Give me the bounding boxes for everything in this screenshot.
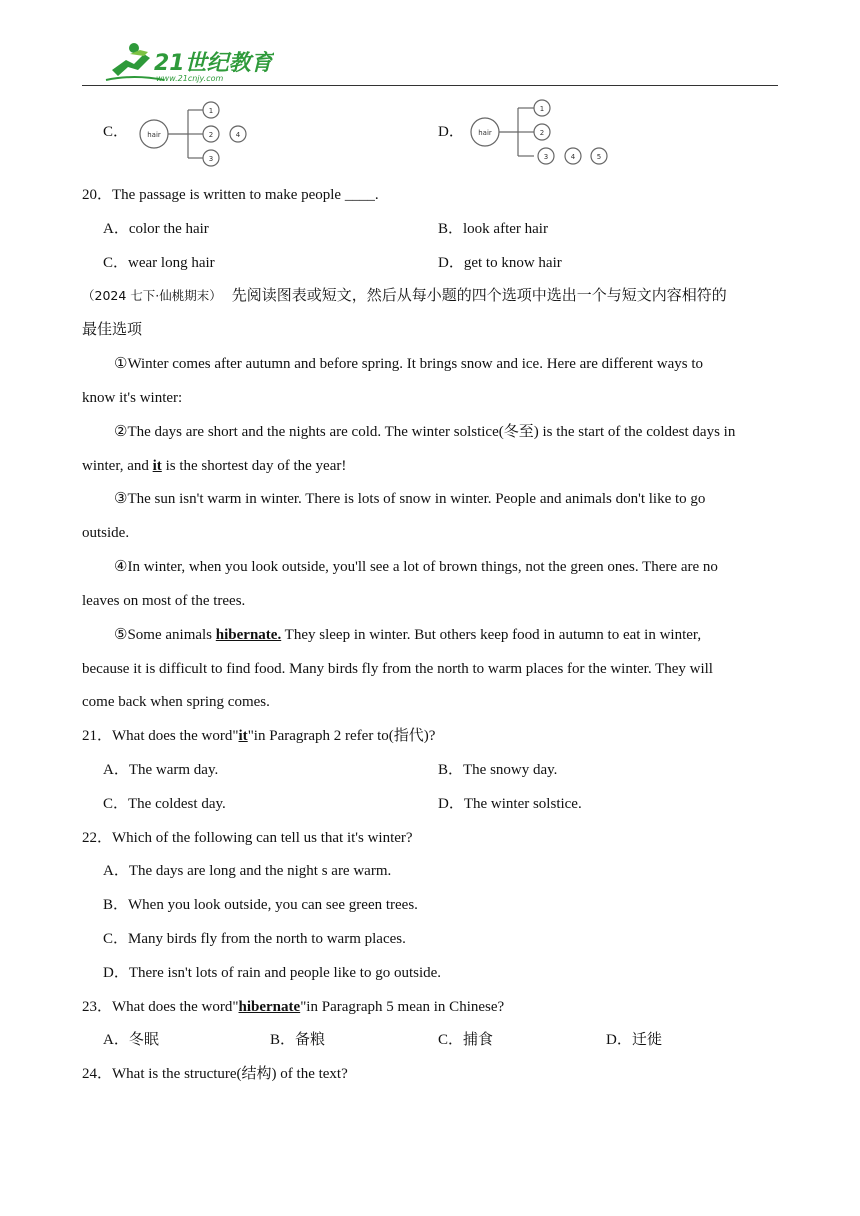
passage-p4-line2: leaves on most of the trees. bbox=[82, 593, 246, 609]
q22-option-d: D．There isn't lots of rain and people like to go outside. bbox=[103, 965, 442, 981]
source-tag: （2024 七下·仙桃期末） bbox=[82, 288, 222, 303]
q24-stem: 24．What is the structure(结构) of the text? bbox=[82, 1066, 348, 1082]
passage-p5-line3: come back when spring comes. bbox=[82, 694, 270, 710]
q20-option-a: A．color the hair bbox=[103, 221, 209, 237]
q22-option-b: B．When you look outside, you can see green trees. bbox=[103, 897, 418, 913]
logo-text: 21世纪教育 bbox=[154, 51, 273, 76]
q23-stem: 23．What does the word"hibernate"in Paragraph 5 mean in Chinese? bbox=[82, 999, 505, 1015]
svg-text:2: 2 bbox=[539, 129, 545, 137]
svg-text:3: 3 bbox=[543, 153, 549, 161]
svg-text:2: 2 bbox=[208, 131, 214, 139]
q19-option-d-diagram bbox=[468, 98, 610, 168]
q23-option-d: D．迁徙 bbox=[606, 1032, 662, 1048]
logo-url-text: www.21cnjy.com bbox=[156, 74, 224, 83]
svg-text:1: 1 bbox=[539, 105, 545, 113]
q19-option-c-diagram bbox=[136, 100, 256, 168]
passage-p1-line1: ①Winter comes after autumn and before spring. It brings snow and ice. Here are different ways to bbox=[114, 356, 704, 372]
q22-option-c: C．Many birds fly from the north to warm places. bbox=[103, 931, 406, 947]
q21-stem: 21．What does the word"it"in Paragraph 2 refer to(指代)? bbox=[82, 728, 436, 744]
instruction-line2: 最佳选项 bbox=[82, 322, 143, 338]
section-instruction bbox=[82, 286, 727, 306]
underlined-word-hibernate: hibernate. bbox=[215, 627, 282, 643]
passage-p2-line1: ②The days are short and the nights are cold. The winter solstice(冬至) is the start of the coldest days in bbox=[114, 424, 736, 440]
passage-p4-line1: ④In winter, when you look outside, you'll see a lot of brown things, not the green ones. There are no bbox=[114, 559, 718, 575]
q23-option-b: B．备粮 bbox=[270, 1032, 326, 1048]
site-logo bbox=[104, 40, 274, 84]
q23-option-c: C．捕食 bbox=[438, 1032, 494, 1048]
passage-p5-line2: because it is difficult to find food. Many birds fly from the north to warm places for the winter. They will bbox=[82, 661, 713, 677]
q20-option-c: C．wear long hair bbox=[103, 255, 215, 271]
underlined-word-it: it bbox=[152, 458, 162, 474]
q20-stem: 20．The passage is written to make people ____. bbox=[82, 187, 379, 203]
svg-text:hair: hair bbox=[478, 129, 492, 137]
passage-p3-line2: outside. bbox=[82, 525, 130, 541]
svg-text:4: 4 bbox=[235, 131, 241, 139]
q22-stem: 22．Which of the following can tell us that it's winter? bbox=[82, 830, 413, 846]
passage-p2-line2: winter, and it is the shortest day of the year! bbox=[82, 458, 347, 474]
q21-option-a: A．The warm day. bbox=[103, 762, 219, 778]
q20-option-d: D．get to know hair bbox=[438, 255, 562, 271]
passage-p5-line1: ⑤Some animals hibernate. They sleep in winter. But others keep food in autumn to eat in winter, bbox=[114, 627, 702, 643]
q21-option-d: D．The winter solstice. bbox=[438, 796, 582, 812]
q23-option-a: A．冬眠 bbox=[103, 1032, 159, 1048]
svg-text:5: 5 bbox=[596, 153, 602, 161]
q19-option-d-label: D． bbox=[438, 124, 464, 140]
q22-option-a: A．The days are long and the night s are warm. bbox=[103, 863, 392, 879]
svg-text:1: 1 bbox=[208, 107, 214, 115]
svg-text:3: 3 bbox=[208, 155, 214, 163]
q21-option-c: C．The coldest day. bbox=[103, 796, 226, 812]
q21-option-b: B．The snowy day. bbox=[438, 762, 558, 778]
q20-option-b: B．look after hair bbox=[438, 221, 548, 237]
passage-p1-line2: know it's winter: bbox=[82, 390, 183, 406]
svg-text:hair: hair bbox=[147, 131, 161, 139]
passage-p3-line1: ③The sun isn't warm in winter. There is lots of snow in winter. People and animals don't like to go bbox=[114, 491, 706, 507]
header-divider bbox=[82, 85, 778, 86]
q19-option-c-label: C． bbox=[103, 124, 129, 140]
instruction-line1: 先阅读图表或短文，然后从每小题的四个选项中选出一个与短文内容相符的 bbox=[231, 288, 727, 304]
svg-text:4: 4 bbox=[570, 153, 576, 161]
